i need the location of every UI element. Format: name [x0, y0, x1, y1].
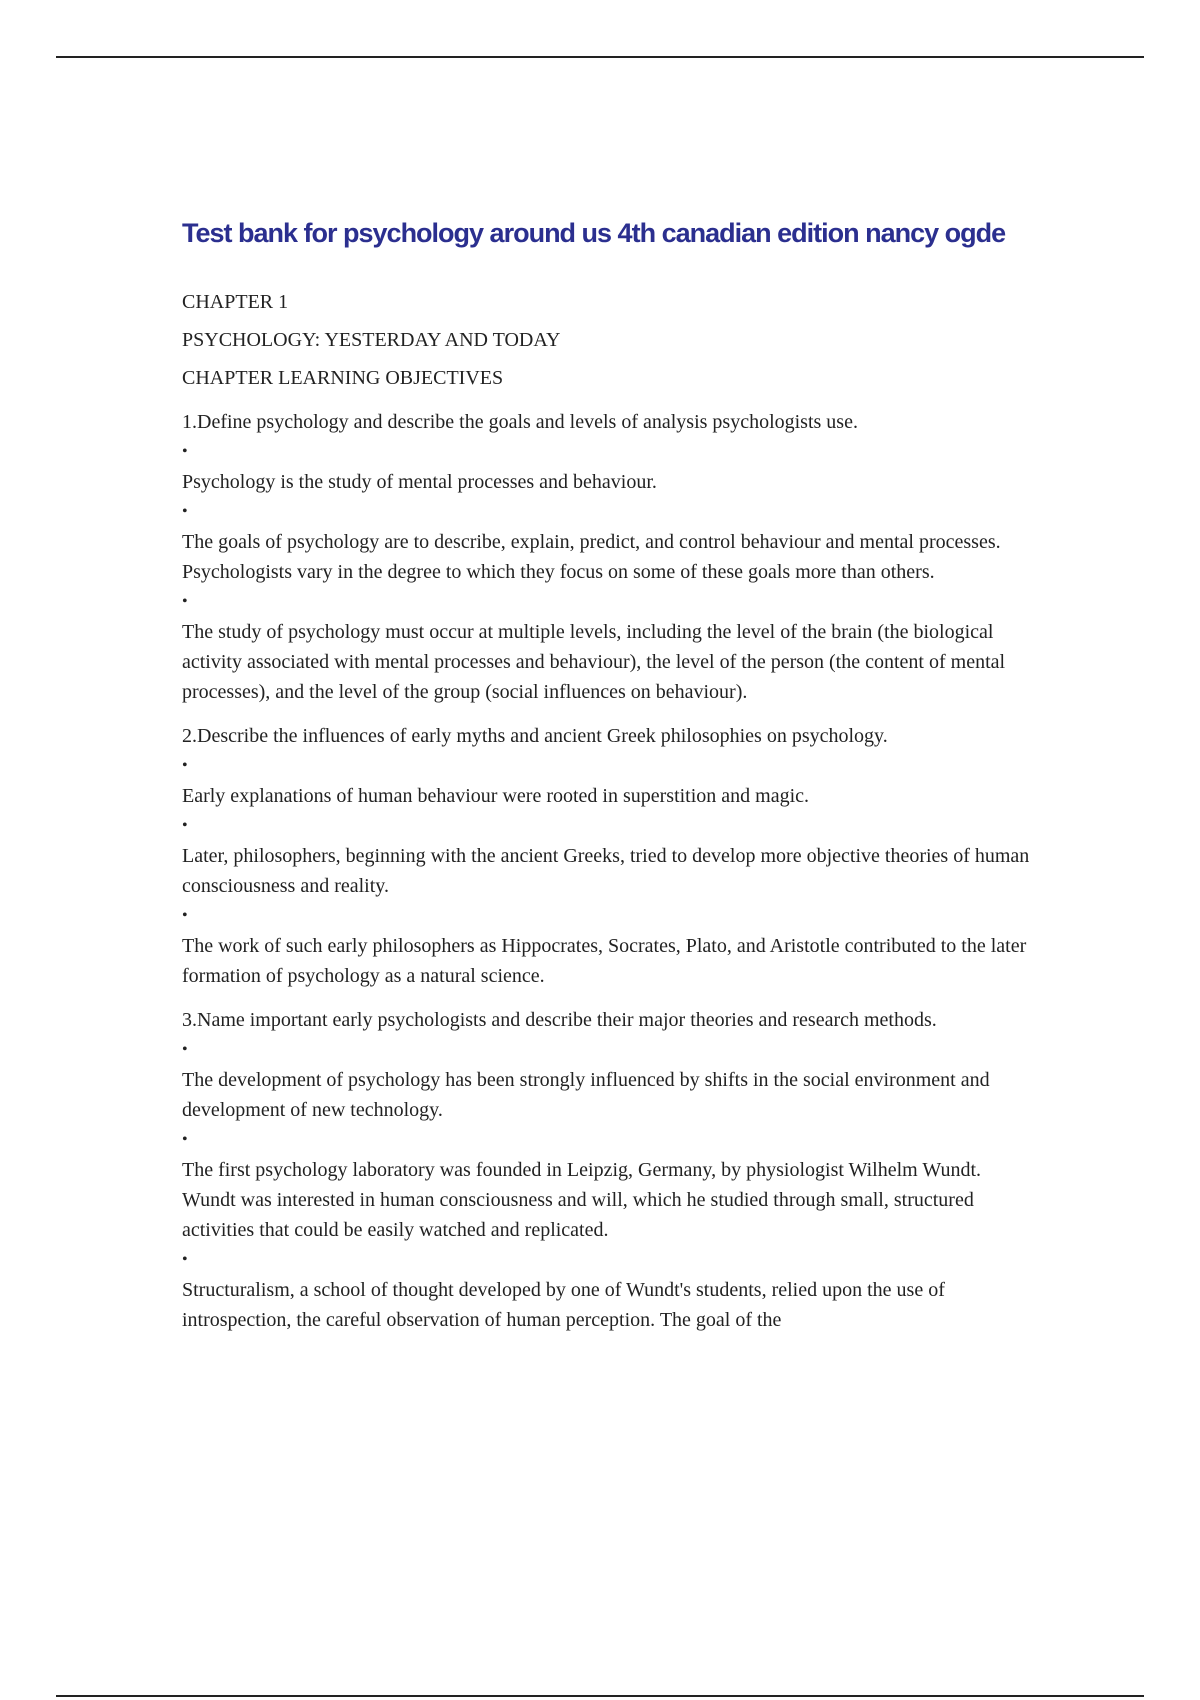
objective-title: 1.Define psychology and describe the goals and levels of analysis psychologists use.: [182, 411, 858, 433]
point-text: The development of psychology has been strongly influenced by shifts in the social environment and development of new technology.: [182, 1069, 990, 1121]
objective-point: [182, 1125, 1032, 1245]
bullet-icon: •: [182, 757, 188, 774]
objective-point: [182, 811, 1032, 901]
objective-point: [182, 901, 1032, 991]
bullet-icon: •: [182, 1041, 188, 1058]
chapter-number: CHAPTER 1: [182, 291, 289, 313]
objective-point: [182, 497, 1032, 587]
document-title: Test bank for psychology around us 4th canadian edition nancy ogde: [182, 218, 1006, 248]
point-text: The study of psychology must occur at multiple levels, including the level of the brain (the biological activity associated with mental processes and behaviour), the level of the person (the content of mental processes), and the level of the group (social influences on behaviour).: [182, 621, 1006, 703]
point-text: The work of such early philosophers as Hippocrates, Socrates, Plato, and Aristotle contributed to the later formation of psychology as a natural science.: [182, 935, 1027, 987]
section-heading: CHAPTER LEARNING OBJECTIVES: [182, 367, 504, 389]
bullet-icon: •: [182, 443, 188, 460]
objective-2: [182, 721, 1032, 991]
point-text: Later, philosophers, beginning with the ancient Greeks, tried to develop more objective theories of human consciousness and reality.: [182, 845, 1030, 897]
chapter-title: PSYCHOLOGY: YESTERDAY AND TODAY: [182, 329, 561, 351]
page-content: [182, 218, 1032, 1335]
bullet-icon: •: [182, 817, 188, 834]
objective-point: [182, 751, 1032, 811]
bullet-icon: •: [182, 503, 188, 520]
objective-point: [182, 1245, 1032, 1335]
bullet-icon: •: [182, 1131, 188, 1148]
objective-3: [182, 1005, 1032, 1335]
objective-point: [182, 587, 1032, 707]
bullet-icon: •: [182, 1251, 188, 1268]
point-text: The goals of psychology are to describe, explain, predict, and control behaviour and mental processes. Psychologists vary in the degree to which they focus on some of these goals more than others.: [182, 531, 1001, 583]
point-text: Structuralism, a school of thought developed by one of Wundt's students, relied upon the use of introspection, the careful observation of human perception. The goal of the: [182, 1279, 945, 1331]
point-text: Psychology is the study of mental processes and behaviour.: [182, 471, 657, 493]
bullet-icon: •: [182, 907, 188, 924]
objective-title: 2.Describe the influences of early myths and ancient Greek philosophies on psychology.: [182, 725, 888, 747]
objective-1: [182, 407, 1032, 707]
bullet-icon: •: [182, 593, 188, 610]
objective-point: [182, 437, 1032, 497]
objective-point: [182, 1035, 1032, 1125]
objective-title: 3.Name important early psychologists and describe their major theories and research methods.: [182, 1009, 937, 1031]
top-rule: [56, 56, 1144, 58]
bottom-rule: [56, 1695, 1144, 1697]
point-text: The first psychology laboratory was founded in Leipzig, Germany, by physiologist Wilhelm Wundt. Wundt was interested in human consciousness and will, which he studied through small, structured activities that could be easily watched and replicated.: [182, 1159, 981, 1241]
point-text: Early explanations of human behaviour were rooted in superstition and magic.: [182, 785, 810, 807]
